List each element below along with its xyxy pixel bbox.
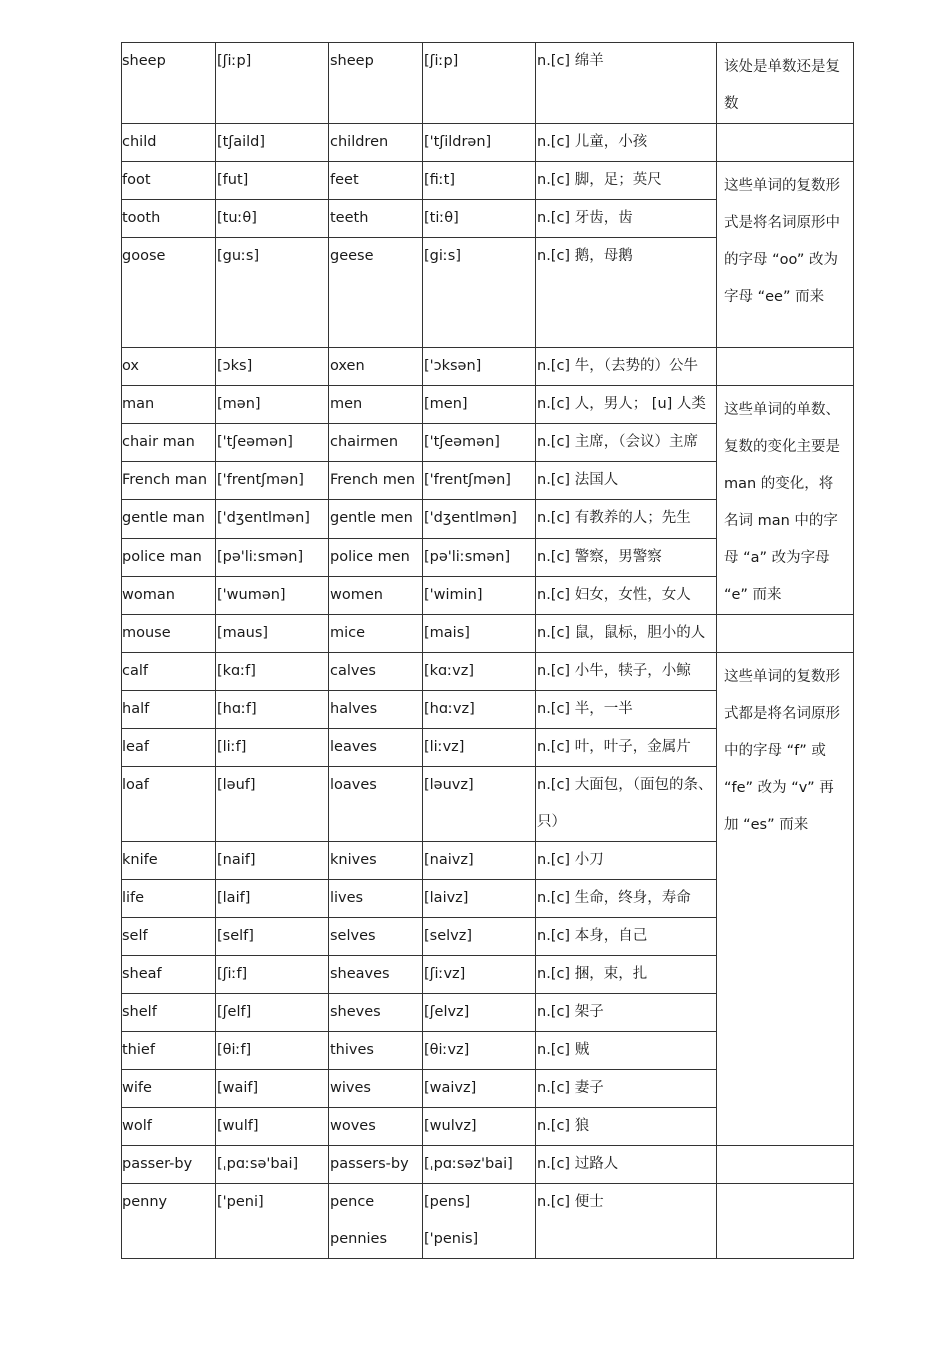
plural-ipa-cell: [wulvz]	[423, 1108, 536, 1146]
table-row	[122, 1146, 854, 1184]
plural-cell: halves	[329, 691, 423, 729]
plural-ipa-cell: [giːs]	[423, 238, 536, 348]
plural-nouns-table	[121, 42, 854, 1259]
singular-cell: passer-by	[122, 1146, 216, 1184]
meaning-cell: n.[c] 叶，叶子，金属片	[536, 729, 717, 767]
plural-cell: lives	[329, 880, 423, 918]
plural-ipa-cell: [θiːvz]	[423, 1032, 536, 1070]
meaning-cell: n.[c] 妻子	[536, 1070, 717, 1108]
plural-cell: wives	[329, 1070, 423, 1108]
meaning-text: n.[c] 大面包，（面包的条、只）	[537, 777, 713, 830]
meaning-cell: n.[c] 人，男人； [u] 人类	[536, 386, 717, 424]
singular-ipa-cell: [θiːf]	[216, 1032, 329, 1070]
singular-ipa-cell: [ʃelf]	[216, 994, 329, 1032]
meaning-cell: n.[c] 牙齿，齿	[536, 200, 717, 238]
singular-ipa-cell: [wulf]	[216, 1108, 329, 1146]
singular-ipa-cell: [maus]	[216, 615, 329, 653]
meaning-cell: n.[c] 法国人	[536, 462, 717, 500]
plural-cell: chairmen	[329, 424, 423, 462]
note-empty	[717, 1146, 854, 1184]
table-row	[122, 386, 854, 424]
singular-ipa-cell: ['peni]	[216, 1184, 329, 1259]
plural-cell: sheaves	[329, 956, 423, 994]
meaning-cell: n.[c] 牛，（去势的）公牛	[536, 348, 717, 386]
plural-ipa-cell	[423, 1184, 536, 1259]
meaning-cell: n.[c] 脚，足；英尺	[536, 162, 717, 200]
singular-cell: French man	[122, 462, 216, 500]
singular-ipa-cell: [laif]	[216, 880, 329, 918]
singular-ipa-cell: [ʃiːp]	[216, 43, 329, 124]
plural-ipa-cell: [ʃiːp]	[423, 43, 536, 124]
meaning-cell: n.[c] 狼	[536, 1108, 717, 1146]
singular-ipa-cell: [mən]	[216, 386, 329, 424]
plural-cell: leaves	[329, 729, 423, 767]
plural-cell: gentle men	[329, 500, 423, 538]
plural-cell: women	[329, 576, 423, 614]
meaning-cell: n.[c] 过路人	[536, 1146, 717, 1184]
singular-ipa-cell: [self]	[216, 918, 329, 956]
singular-cell: loaf	[122, 767, 216, 842]
singular-cell: sheep	[122, 43, 216, 124]
singular-cell: woman	[122, 576, 216, 614]
singular-ipa-cell: [guːs]	[216, 238, 329, 348]
plural-cell: geese	[329, 238, 423, 348]
plural-cell	[329, 1184, 423, 1259]
meaning-cell: n.[c] 儿童，小孩	[536, 124, 717, 162]
plural-ipa-alt-text: ['penis]	[424, 1231, 479, 1247]
plural-cell: teeth	[329, 200, 423, 238]
plural-cell: woves	[329, 1108, 423, 1146]
plural-ipa-cell: [naivz]	[423, 842, 536, 880]
singular-ipa-cell: [tuːθ]	[216, 200, 329, 238]
plural-cell: knives	[329, 842, 423, 880]
singular-ipa-cell: [kɑːf]	[216, 653, 329, 691]
singular-ipa-cell: [waif]	[216, 1070, 329, 1108]
singular-ipa-cell: [ʃiːf]	[216, 956, 329, 994]
meaning-cell: n.[c] 贼	[536, 1032, 717, 1070]
note-empty	[717, 1184, 854, 1259]
singular-cell: mouse	[122, 615, 216, 653]
meaning-cell: n.[c] 生命，终身，寿命	[536, 880, 717, 918]
plural-ipa-cell: [fiːt]	[423, 162, 536, 200]
singular-cell: goose	[122, 238, 216, 348]
singular-ipa-cell: [ɔks]	[216, 348, 329, 386]
table-row	[122, 43, 854, 124]
meaning-cell: n.[c] 鹅，母鹅	[536, 238, 717, 348]
plural-cell: mice	[329, 615, 423, 653]
meaning-cell: n.[c] 有教养的人；先生	[536, 500, 717, 538]
singular-cell: shelf	[122, 994, 216, 1032]
singular-cell: self	[122, 918, 216, 956]
note-empty	[717, 615, 854, 653]
plural-ipa-cell: [ʃelvz]	[423, 994, 536, 1032]
singular-cell: leaf	[122, 729, 216, 767]
singular-ipa-cell: [liːf]	[216, 729, 329, 767]
singular-cell: child	[122, 124, 216, 162]
meaning-cell: n.[c] 鼠，鼠标，胆小的人	[536, 615, 717, 653]
plural-ipa-text: [pens]	[424, 1194, 471, 1210]
plural-ipa-cell: [ˌpɑːsəz'bai]	[423, 1146, 536, 1184]
singular-ipa-cell: [hɑːf]	[216, 691, 329, 729]
table-row	[122, 162, 854, 200]
table-row	[122, 615, 854, 653]
plural-cell: selves	[329, 918, 423, 956]
plural-cell: loaves	[329, 767, 423, 842]
singular-cell: wife	[122, 1070, 216, 1108]
singular-ipa-cell: [tʃaild]	[216, 124, 329, 162]
plural-ipa-cell: ['tʃeəmən]	[423, 424, 536, 462]
singular-cell: knife	[122, 842, 216, 880]
plural-ipa-cell: ['dʒentlmən]	[423, 500, 536, 538]
meaning-cell	[536, 767, 717, 842]
singular-cell: man	[122, 386, 216, 424]
meaning-cell: n.[c] 警察，男警察	[536, 538, 717, 576]
plural-cell: children	[329, 124, 423, 162]
singular-cell: calf	[122, 653, 216, 691]
meaning-cell: n.[c] 主席，（会议）主席	[536, 424, 717, 462]
singular-ipa-cell: [ˌpɑːsə'bai]	[216, 1146, 329, 1184]
singular-cell: thief	[122, 1032, 216, 1070]
singular-cell: ox	[122, 348, 216, 386]
table-row	[122, 1184, 854, 1259]
singular-cell: gentle man	[122, 500, 216, 538]
plural-alt-text: pennies	[330, 1231, 388, 1247]
singular-cell: tooth	[122, 200, 216, 238]
plural-ipa-cell: [liːvz]	[423, 729, 536, 767]
plural-ipa-cell: [kɑːvz]	[423, 653, 536, 691]
singular-cell: foot	[122, 162, 216, 200]
singular-ipa-cell: ['frentʃmən]	[216, 462, 329, 500]
singular-cell: police man	[122, 538, 216, 576]
plural-ipa-cell: [ləuvz]	[423, 767, 536, 842]
note-oo-group: 这些单词的复数形式是将名词原形中的字母 “oo” 改为字母 “ee” 而来	[717, 162, 854, 348]
meaning-cell: n.[c] 半，一半	[536, 691, 717, 729]
singular-cell: wolf	[122, 1108, 216, 1146]
plural-cell: French men	[329, 462, 423, 500]
plural-text: pence	[330, 1194, 375, 1210]
plural-cell: passers-by	[329, 1146, 423, 1184]
note-sheep: 该处是单数还是复数	[717, 43, 854, 124]
plural-ipa-cell: ['tʃildrən]	[423, 124, 536, 162]
singular-cell: sheaf	[122, 956, 216, 994]
plural-cell: calves	[329, 653, 423, 691]
plural-cell: oxen	[329, 348, 423, 386]
plural-cell: feet	[329, 162, 423, 200]
note-empty	[717, 348, 854, 386]
table-row	[122, 348, 854, 386]
plural-ipa-cell: ['frentʃmən]	[423, 462, 536, 500]
singular-ipa-cell: [ləuf]	[216, 767, 329, 842]
plural-ipa-cell: ['wimin]	[423, 576, 536, 614]
meaning-cell: n.[c] 捆，束，扎	[536, 956, 717, 994]
plural-cell: police men	[329, 538, 423, 576]
plural-cell: men	[329, 386, 423, 424]
singular-ipa-cell: ['dʒentlmən]	[216, 500, 329, 538]
singular-cell: penny	[122, 1184, 216, 1259]
note-man-group: 这些单词的单数、复数的变化主要是 man 的变化，将名词 man 中的字母 “a” 改为字母 “e” 而来	[717, 386, 854, 615]
plural-ipa-cell: [hɑːvz]	[423, 691, 536, 729]
meaning-cell: n.[c] 架子	[536, 994, 717, 1032]
plural-ipa-cell: [waivz]	[423, 1070, 536, 1108]
plural-cell: sheves	[329, 994, 423, 1032]
singular-ipa-cell: ['tʃeəmən]	[216, 424, 329, 462]
note-empty	[717, 124, 854, 162]
singular-ipa-cell: [pə'liːsmən]	[216, 538, 329, 576]
plural-cell: sheep	[329, 43, 423, 124]
plural-ipa-cell: [men]	[423, 386, 536, 424]
singular-cell: chair man	[122, 424, 216, 462]
plural-ipa-cell: [ʃiːvz]	[423, 956, 536, 994]
singular-ipa-cell: [fut]	[216, 162, 329, 200]
table-row	[122, 653, 854, 691]
meaning-cell: n.[c] 本身，自己	[536, 918, 717, 956]
table-row	[122, 124, 854, 162]
singular-ipa-cell: ['wumən]	[216, 576, 329, 614]
plural-ipa-cell: [pə'liːsmən]	[423, 538, 536, 576]
meaning-cell: n.[c] 妇女，女性，女人	[536, 576, 717, 614]
singular-ipa-cell: [naif]	[216, 842, 329, 880]
singular-cell: life	[122, 880, 216, 918]
meaning-cell: n.[c] 绵羊	[536, 43, 717, 124]
plural-ipa-cell: ['ɔksən]	[423, 348, 536, 386]
plural-ipa-cell: [selvz]	[423, 918, 536, 956]
singular-cell: half	[122, 691, 216, 729]
plural-cell: thives	[329, 1032, 423, 1070]
meaning-cell: n.[c] 便士	[536, 1184, 717, 1259]
word-table-page	[121, 42, 853, 1254]
plural-ipa-cell: [tiːθ]	[423, 200, 536, 238]
plural-ipa-cell: [mais]	[423, 615, 536, 653]
plural-ipa-cell: [laivz]	[423, 880, 536, 918]
meaning-cell: n.[c] 小牛，犊子，小鲸	[536, 653, 717, 691]
meaning-cell: n.[c] 小刀	[536, 842, 717, 880]
note-f-group: 这些单词的复数形式都是将名词原形中的字母 “f” 或 “fe” 改为 “v” 再加 “es” 而来	[717, 653, 854, 1146]
